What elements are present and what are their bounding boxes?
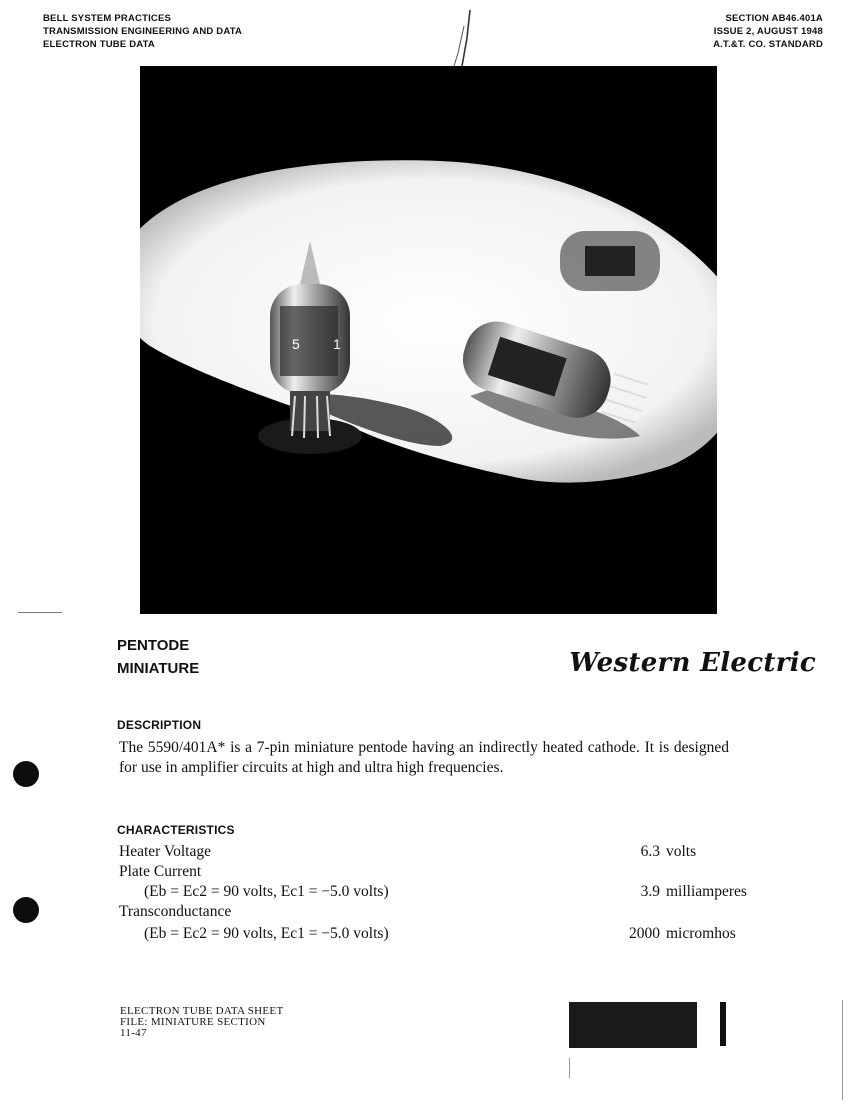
tube-photograph — [140, 66, 717, 614]
row-unit: volts — [666, 843, 697, 860]
description-heading: DESCRIPTION — [117, 718, 202, 732]
row-value: 2000 — [629, 925, 660, 942]
row-label: Heater Voltage — [119, 843, 211, 860]
header-left-line: TRANSMISSION ENGINEERING AND DATA — [43, 26, 243, 37]
svg-text:5: 5 — [292, 336, 300, 352]
characteristics-row — [0, 902, 848, 922]
row-label: Transconductance — [119, 903, 232, 920]
header-left-line: BELL SYSTEM PRACTICES — [43, 13, 172, 24]
footer-text — [120, 1006, 283, 1039]
characteristics-row — [0, 842, 848, 862]
characteristics-row — [0, 924, 848, 944]
scan-edge-mark — [18, 612, 62, 613]
header-left-line: ELECTRON TUBE DATA — [43, 39, 155, 50]
row-value: 3.9 — [640, 883, 660, 900]
header-right-line: SECTION AB46.401A — [725, 13, 823, 24]
row-condition: (Eb = Ec2 = 90 volts, Ec1 = −5.0 volts) — [144, 883, 389, 900]
tube-type-line: MINIATURE — [117, 660, 200, 677]
binder-hole — [13, 897, 39, 923]
scan-scratch — [440, 8, 480, 68]
binder-hole — [13, 761, 39, 787]
scan-dark-bar — [720, 1002, 726, 1046]
description-text: The 5590/401A* is a 7-pin miniature pentode having an indirectly heated cathode. It is designed for use in amplifier circuits at high and ultra high frequencies. — [119, 739, 729, 776]
characteristics-row — [0, 882, 848, 902]
row-unit: micromhos — [666, 925, 736, 942]
row-value: 6.3 — [640, 843, 660, 860]
brand-logo: Western Electric — [569, 648, 816, 678]
header-right-line: A.T.&T. CO. STANDARD — [713, 39, 823, 50]
tube-type-title — [117, 634, 199, 680]
header-right-line: ISSUE 2, AUGUST 1948 — [713, 26, 823, 37]
characteristics-row — [0, 862, 848, 882]
footer-line: ELECTRON TUBE DATA SHEET — [120, 1005, 284, 1017]
row-unit: milliamperes — [666, 883, 747, 900]
footer-line: 11-47 — [120, 1027, 147, 1039]
footer-line: FILE: MINIATURE SECTION — [120, 1016, 266, 1028]
header-left — [43, 12, 242, 51]
row-condition: (Eb = Ec2 = 90 volts, Ec1 = −5.0 volts) — [144, 925, 389, 942]
header-right — [713, 12, 823, 51]
svg-text:1: 1 — [333, 336, 341, 352]
characteristics-heading: CHARACTERISTICS — [117, 823, 235, 837]
row-label: Plate Current — [119, 863, 202, 880]
scan-edge-line — [842, 1000, 843, 1100]
scan-dark-block — [569, 1002, 697, 1048]
scan-tick-mark — [569, 1058, 570, 1078]
tube-type-line: PENTODE — [117, 637, 190, 654]
